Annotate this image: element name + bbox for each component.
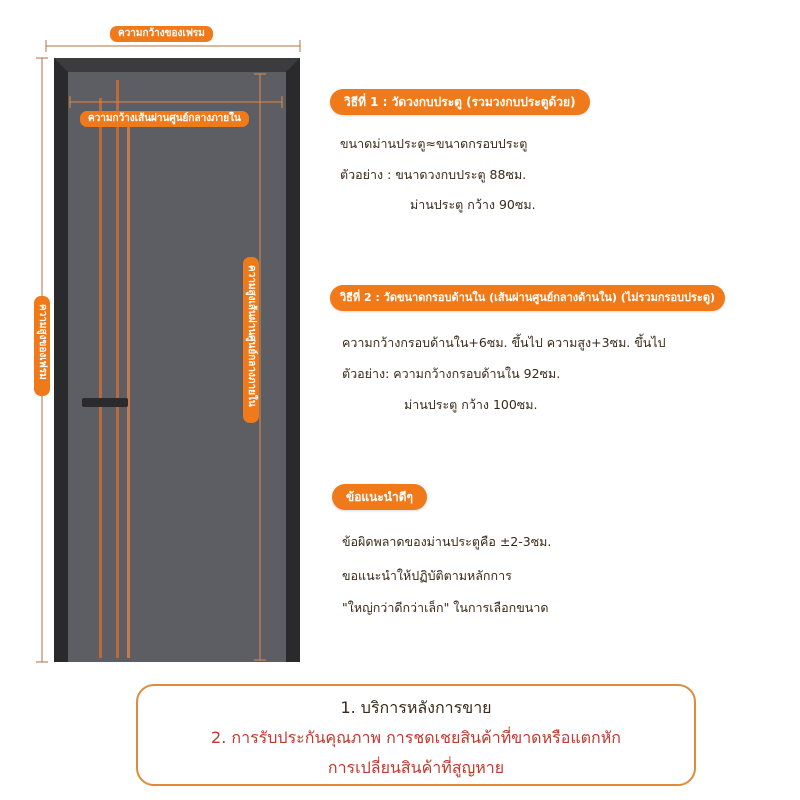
tips-line: ข้อผิดพลาดของม่านประตูคือ ±2-3ซม. [342,534,552,549]
tips-title: ข้อแนะนำดีๆ [332,484,427,510]
method1-line: ตัวอย่าง : ขนาดวงกบประตู 88ซม. [340,167,527,182]
method1-title: วิธีที่ 1 : วัดวงกบประตู (รวมวงกบประตูด้วย) [330,89,590,115]
method2-line: ม่านประตู กว้าง 100ซม. [404,397,538,412]
frame-width-label: ความกว้างของเฟรม [110,26,213,42]
service-line-2: 2. การรับประกันคุณภาพ การชดเชยสินค้าที่ขาดหรือแตกหัก [211,728,621,747]
tips-line: "ใหญ่กว่าดีกว่าเล็ก" ในการเลือกขนาด [342,600,549,615]
inner-center-width-label: ความกว้างเส้นผ่านศูนย์กลางภายใน [80,111,249,127]
frame-height-label: ความสูงของเฟรม [34,296,50,396]
method2-title: วิธีที่ 2 : วัดขนาดกรอบด้านใน (เส้นผ่านศูนย์กลางด้านใน) (ไม่รวมกรอบประตู) [330,285,725,311]
copper-stripe [99,98,102,658]
service-line-3: การเปลี่ยนสินค้าที่สูญหาย [327,758,505,777]
method2-line: ตัวอย่าง: ความกว้างกรอบด้านใน 92ซม. [342,366,561,381]
service-box [136,684,696,786]
service-line-1: 1. บริการหลังการขาย [340,698,492,717]
method2-line: ความกว้างกรอบด้านใน+6ซม. ขึ้นไป ความสูง+3ซม. ขึ้นไป [342,335,666,350]
door-handle [82,398,128,407]
method1-line: ม่านประตู กว้าง 90ซม. [410,197,536,212]
method1-line: ขนาดม่านประตู≈ขนาดกรอบประตู [340,136,528,151]
tips-line: ขอแนะนำให้ปฏิบัติตามหลักการ [342,568,512,583]
copper-stripe [116,80,119,658]
copper-stripe [127,120,130,658]
inner-center-height-label: ความสูงเส้นผ่านศูนย์กลางภายใน [243,257,259,423]
